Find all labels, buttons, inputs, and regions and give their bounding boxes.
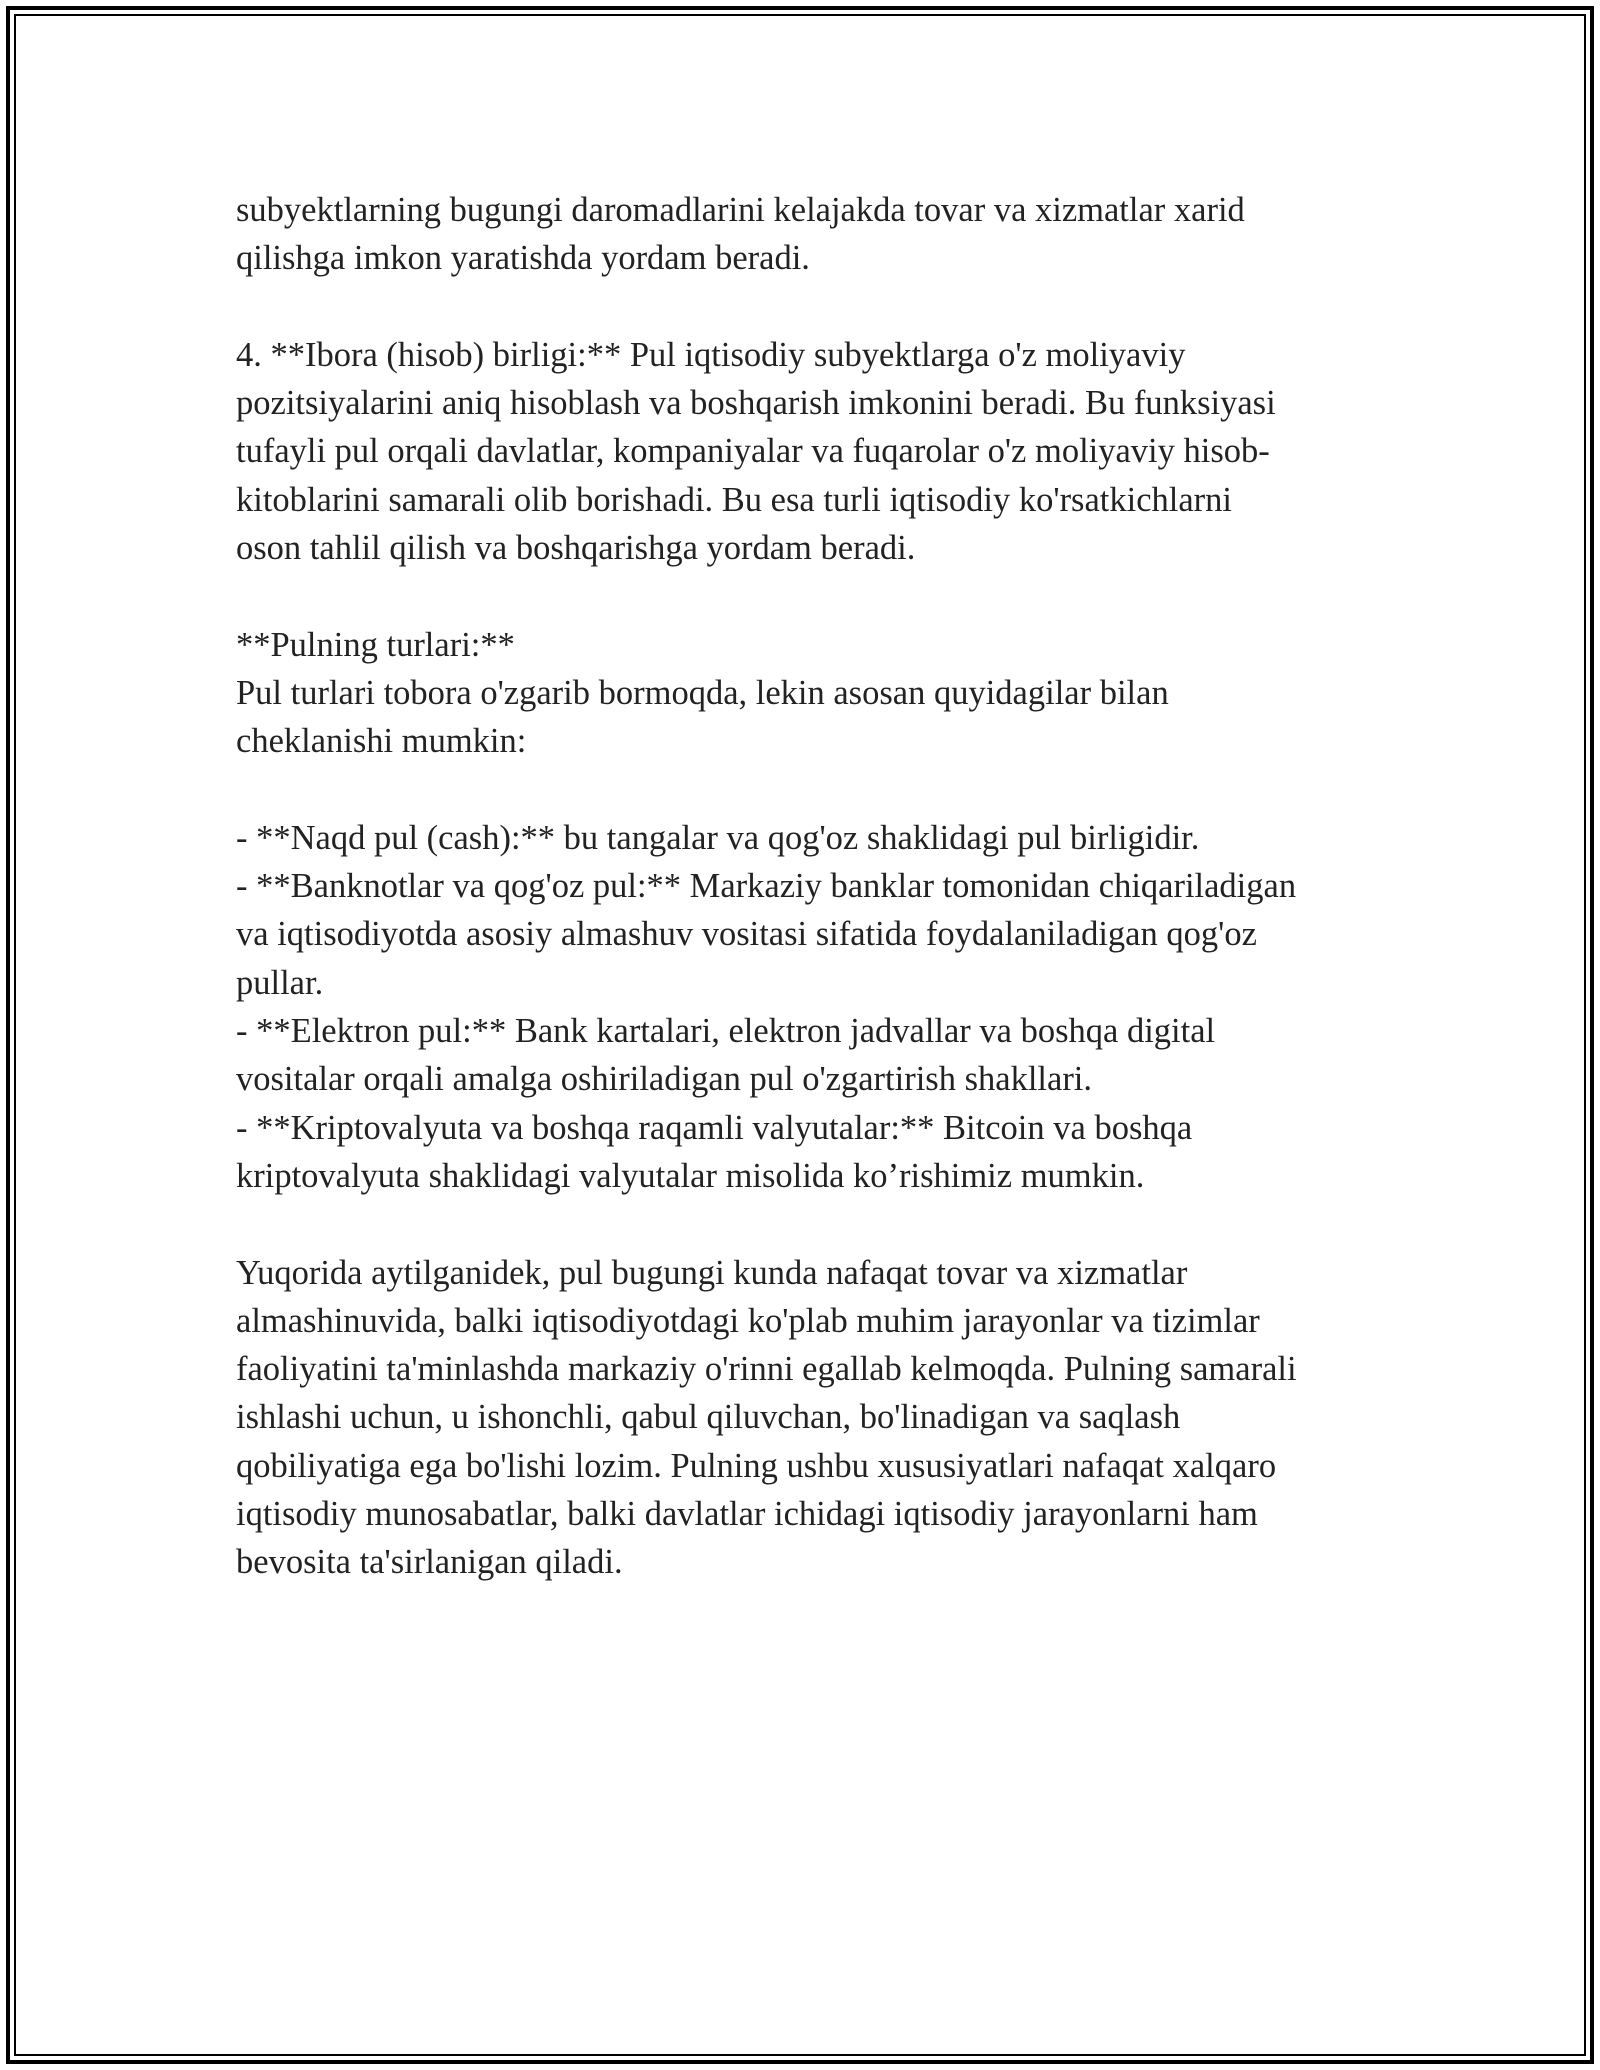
blank-line bbox=[236, 572, 1416, 620]
list-item-line: - **Naqd pul (cash):** bu tangalar va qog'oz shaklidagi pul birligidir. bbox=[236, 818, 1200, 857]
list-item-line: - **Elektron pul:** Bank kartalari, elektron jadvallar va boshqa digital bbox=[236, 1012, 1216, 1051]
list-item-line: kriptovalyuta shaklidagi valyutalar misolida ko’rishimiz mumkin. bbox=[236, 1156, 1145, 1195]
text-line: tufayli pul orqali davlatlar, kompaniyalar va fuqarolar o'z moliyaviy hisob- bbox=[236, 432, 1270, 471]
blank-line bbox=[236, 766, 1416, 814]
list-item-line: - **Banknotlar va qog'oz pul:** Markaziy banklar tomonidan chiqariladigan bbox=[236, 867, 1297, 906]
text-line: subyektlarning bugungi daromadlarini kelajakda tovar va xizmatlar xarid bbox=[236, 191, 1245, 229]
blank-line bbox=[236, 283, 1416, 331]
text-line: bevosita ta'sirlanigan qiladi. bbox=[236, 1543, 623, 1582]
text-line: iqtisodiy munosabatlar, balki davlatlar ichidagi iqtisodiy jarayonlarni ham bbox=[236, 1495, 1258, 1534]
blank-line bbox=[236, 1200, 1416, 1248]
text-line: cheklanishi mumkin: bbox=[236, 722, 527, 761]
list-item-line: va iqtisodiyotda asosiy almashuv vositasi sifatida foydalaniladigan qog'oz bbox=[236, 915, 1257, 954]
list-item-line: - **Kriptovalyuta va boshqa raqamli valyutalar:** Bitcoin va boshqa bbox=[236, 1108, 1193, 1147]
list-item-line: pullar. bbox=[236, 963, 324, 1002]
text-line: 4. **Ibora (hisob) birligi:** Pul iqtisodiy subyektlarga o'z moliyaviy bbox=[236, 335, 1186, 374]
document-body bbox=[236, 186, 1416, 1587]
text-line: kitoblarini samarali olib borishadi. Bu esa turli iqtisodiy ko'rsatkichlarni bbox=[236, 480, 1233, 519]
text-line: qobiliyatiga ega bo'lishi lozim. Pulning ushbu xususiyatlari nafaqat xalqaro bbox=[236, 1446, 1277, 1485]
text-line: ishlashi uchun, u ishonchli, qabul qiluvchan, bo'linadigan va saqlash bbox=[236, 1398, 1181, 1437]
text-line: pozitsiyalarini aniq hisoblash va boshqarish imkonini beradi. Bu funksiyasi bbox=[236, 384, 1276, 423]
text-line: oson tahlil qilish va boshqarishga yordam beradi. bbox=[236, 529, 916, 568]
section-heading: **Pulning turlari:** bbox=[236, 625, 515, 664]
text-line: almashinuvida, balki iqtisodiyotdagi ko'plab muhim jarayonlar va tizimlar bbox=[236, 1301, 1260, 1340]
text-line: Pul turlari tobora o'zgarib bormoqda, lekin asosan quyidagilar bilan bbox=[236, 673, 1169, 712]
text-line: Yuqorida aytilganidek, pul bugungi kunda nafaqat tovar va xizmatlar bbox=[236, 1253, 1188, 1292]
list-item-line: vositalar orqali amalga oshiriladigan pul o'zgartirish shakllari. bbox=[236, 1060, 1093, 1099]
text-line: qilishga imkon yaratishda yordam beradi. bbox=[236, 239, 810, 278]
text-line: faoliyatini ta'minlashda markaziy o'rinni egallab kelmoqda. Pulning samarali bbox=[236, 1350, 1297, 1389]
